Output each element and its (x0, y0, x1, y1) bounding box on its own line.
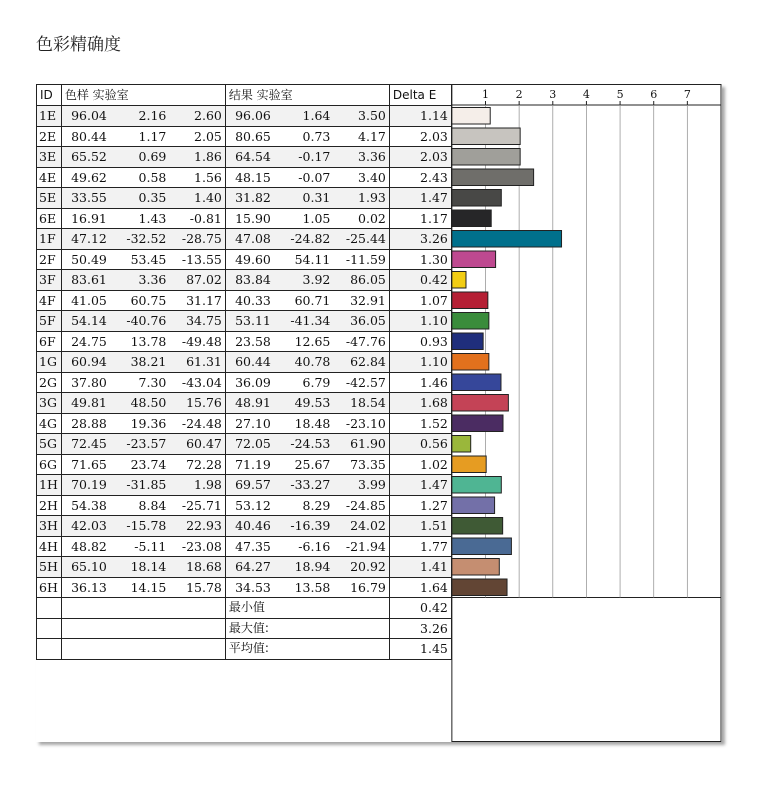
row-delta: 1.30 (389, 249, 451, 270)
delta-e-bar (452, 395, 509, 412)
chart-tick-label: 1 (482, 88, 490, 101)
summary-value: 3.26 (389, 618, 451, 639)
result-value: 0.02 (358, 210, 386, 226)
row-id: 4E (37, 167, 62, 188)
sample-value: -43.04 (181, 374, 222, 390)
result-value: 24.02 (350, 518, 386, 534)
result-value: 36.09 (235, 374, 271, 390)
row-id: 2G (37, 372, 62, 393)
sample-value: 60.75 (130, 292, 167, 308)
result-value: 0.73 (302, 128, 331, 144)
result-value: -24.82 (290, 231, 331, 247)
result-value: 3.50 (358, 108, 386, 124)
result-value: 3.92 (302, 272, 331, 288)
result-value: 40.78 (294, 354, 331, 370)
row-id: 4H (37, 536, 62, 557)
result-value: -41.34 (290, 313, 331, 329)
row-id: 5G (37, 434, 62, 455)
sample-value: 3.36 (138, 272, 167, 288)
result-value: -16.39 (290, 518, 331, 534)
result-value: 3.99 (358, 477, 386, 493)
delta-e-bar (452, 456, 486, 473)
result-value: 71.19 (235, 456, 271, 472)
result-value: 60.44 (235, 354, 271, 370)
sample-value: 49.81 (71, 395, 107, 411)
header-result: 结果 实验室 (225, 85, 389, 106)
color-accuracy-report (36, 84, 722, 742)
row-delta: 1.68 (389, 393, 451, 414)
delta-e-bar (452, 374, 501, 391)
header-delta: Delta E (389, 85, 451, 106)
sample-value: -40.76 (126, 313, 167, 329)
result-value: -11.59 (345, 251, 386, 267)
row-delta: 1.46 (389, 372, 451, 393)
result-value: 31.82 (235, 190, 271, 206)
row-id: 5H (37, 557, 62, 578)
sample-value: -25.71 (181, 497, 222, 513)
result-value: -42.57 (345, 374, 386, 390)
row-delta: 1.41 (389, 557, 451, 578)
delta-e-bar (452, 436, 471, 453)
result-value: 80.65 (235, 128, 271, 144)
sample-value: 53.45 (130, 251, 167, 267)
result-value: 36.05 (350, 313, 386, 329)
sample-value: 14.15 (130, 579, 167, 595)
sample-value: 34.75 (186, 313, 222, 329)
row-id: 4F (37, 290, 62, 311)
sample-value: 15.76 (186, 395, 222, 411)
summary-label: 最大值: (225, 618, 389, 639)
sample-value: 0.58 (138, 169, 167, 185)
sample-value: 33.55 (71, 190, 107, 206)
result-value: 3.40 (358, 169, 386, 185)
result-value: 8.29 (302, 497, 331, 513)
sample-value: 37.80 (71, 374, 107, 390)
sample-value: 0.69 (138, 149, 167, 165)
row-id: 5E (37, 188, 62, 209)
chart-tick-label: 4 (582, 88, 590, 101)
sample-value: 54.38 (71, 497, 107, 513)
sample-value: -5.11 (134, 538, 167, 554)
row-id: 1E (37, 106, 62, 127)
sample-value: 36.13 (71, 579, 107, 595)
chart-tick-label: 6 (650, 88, 658, 101)
sample-value: 1.17 (138, 128, 167, 144)
sample-value: 24.75 (71, 333, 107, 349)
result-value: 47.08 (235, 231, 271, 247)
sample-value: 18.14 (130, 559, 167, 575)
row-id: 2F (37, 249, 62, 270)
sample-value: 7.30 (138, 374, 167, 390)
result-value: 96.06 (235, 108, 271, 124)
row-id: 6H (37, 577, 62, 598)
result-value: -23.10 (345, 415, 386, 431)
row-id: 1H (37, 475, 62, 496)
result-value: 0.31 (302, 190, 331, 206)
delta-e-bar (452, 108, 490, 125)
row-delta: 1.10 (389, 352, 451, 373)
sample-value: 8.84 (138, 497, 167, 513)
result-value: 64.54 (235, 149, 271, 165)
row-id: 6F (37, 331, 62, 352)
result-value: 18.48 (294, 415, 331, 431)
result-value: 69.57 (235, 477, 271, 493)
result-value: 15.90 (235, 210, 271, 226)
sample-value: 0.35 (138, 190, 167, 206)
row-delta: 1.64 (389, 577, 451, 598)
delta-e-bar (452, 333, 483, 350)
sample-value: 41.05 (71, 292, 107, 308)
sample-value: 16.91 (71, 210, 107, 226)
chart-tick-label: 5 (616, 88, 624, 101)
result-value: 83.84 (235, 272, 271, 288)
delta-e-bar (452, 169, 534, 186)
row-delta: 0.56 (389, 434, 451, 455)
sample-value: 48.50 (130, 395, 167, 411)
sample-value: 18.68 (186, 559, 222, 575)
sample-value: 87.02 (186, 272, 222, 288)
sample-value: 47.12 (71, 231, 107, 247)
delta-e-bar (452, 128, 520, 145)
sample-value: 2.16 (138, 108, 167, 124)
result-value: 49.60 (235, 251, 271, 267)
result-value: -33.27 (290, 477, 331, 493)
row-id: 3H (37, 516, 62, 537)
result-value: 13.58 (294, 579, 331, 595)
sample-value: 28.88 (71, 415, 107, 431)
result-value: 16.79 (350, 579, 386, 595)
delta-e-bar (452, 231, 562, 248)
result-value: 53.11 (235, 313, 271, 329)
delta-e-bar (452, 272, 466, 289)
result-value: 23.58 (235, 333, 271, 349)
row-id: 1G (37, 352, 62, 373)
row-id: 3F (37, 270, 62, 291)
delta-e-bar (452, 210, 491, 227)
chart-tick-label: 3 (549, 88, 557, 101)
delta-e-bar (452, 538, 512, 555)
sample-value: 70.19 (71, 477, 107, 493)
sample-value: 1.86 (194, 149, 222, 165)
result-value: 73.35 (350, 456, 386, 472)
chart-tick-label: 7 (683, 88, 691, 101)
delta-e-bar (452, 477, 501, 494)
result-value: -0.07 (298, 169, 331, 185)
row-delta: 1.47 (389, 188, 451, 209)
delta-e-bar (452, 190, 501, 207)
result-value: 48.15 (235, 169, 271, 185)
sample-value: 65.52 (71, 149, 107, 165)
sample-value: 50.49 (71, 251, 107, 267)
delta-e-bar (452, 292, 488, 309)
sample-value: -31.85 (126, 477, 167, 493)
delta-e-bar (452, 149, 520, 166)
row-id: 1F (37, 229, 62, 250)
header-id: ID (37, 85, 62, 106)
result-value: 40.33 (235, 292, 271, 308)
sample-value: 60.94 (71, 354, 107, 370)
row-id: 4G (37, 413, 62, 434)
sample-value: 96.04 (71, 108, 107, 124)
delta-e-bar (452, 579, 507, 596)
result-value: 53.12 (235, 497, 271, 513)
result-value: 49.53 (294, 395, 331, 411)
result-value: 1.64 (302, 108, 331, 124)
summary-label: 平均值: (225, 639, 389, 660)
sample-value: 48.82 (71, 538, 107, 554)
row-id: 6G (37, 454, 62, 475)
result-value: -25.44 (345, 231, 386, 247)
delta-e-bar (452, 415, 503, 432)
result-value: 1.93 (358, 190, 386, 206)
row-id: 5F (37, 311, 62, 332)
sample-value: 31.17 (186, 292, 222, 308)
sample-value: 61.31 (186, 354, 222, 370)
sample-value: 38.21 (130, 354, 167, 370)
row-delta: 0.93 (389, 331, 451, 352)
row-delta: 1.10 (389, 311, 451, 332)
sample-value: 65.10 (71, 559, 107, 575)
summary-value: 0.42 (389, 598, 451, 619)
sample-value: 72.28 (186, 456, 222, 472)
sample-value: 72.45 (71, 436, 107, 452)
result-value: -24.53 (290, 436, 331, 452)
result-value: 27.10 (235, 415, 271, 431)
row-id: 3E (37, 147, 62, 168)
row-delta: 1.77 (389, 536, 451, 557)
result-value: 34.53 (235, 579, 271, 595)
row-delta: 0.42 (389, 270, 451, 291)
sample-value: 22.93 (186, 518, 222, 534)
chart-tick-label: 2 (515, 88, 523, 101)
result-value: 18.94 (294, 559, 331, 575)
sample-value: 80.44 (71, 128, 107, 144)
result-value: 62.84 (350, 354, 386, 370)
sample-value: -13.55 (181, 251, 222, 267)
summary-label: 最小值 (225, 598, 389, 619)
row-id: 2H (37, 495, 62, 516)
delta-e-bar (452, 313, 489, 330)
sample-value: -28.75 (181, 231, 222, 247)
sample-value: 19.36 (130, 415, 167, 431)
sample-value: 1.40 (194, 190, 222, 206)
result-value: -47.76 (345, 333, 386, 349)
row-delta: 1.02 (389, 454, 451, 475)
sample-value: 83.61 (71, 272, 107, 288)
sample-value: -49.48 (181, 333, 222, 349)
row-delta: 1.07 (389, 290, 451, 311)
delta-e-bar (452, 497, 495, 514)
sample-value: 1.56 (194, 169, 222, 185)
sample-value: 71.65 (71, 456, 107, 472)
result-value: -24.85 (345, 497, 386, 513)
row-id: 3G (37, 393, 62, 414)
delta-e-bar (452, 518, 503, 535)
result-value: 54.11 (294, 251, 331, 267)
sample-value: 1.98 (194, 477, 222, 493)
result-value: 4.17 (358, 128, 386, 144)
result-value: 1.05 (302, 210, 331, 226)
delta-e-bar-chart (36, 84, 722, 742)
row-id: 6E (37, 208, 62, 229)
row-id: 2E (37, 126, 62, 147)
result-value: 72.05 (235, 436, 271, 452)
result-value: -0.17 (298, 149, 331, 165)
result-value: 86.05 (350, 272, 386, 288)
sample-value: 23.74 (130, 456, 167, 472)
header-sample: 色样 实验室 (61, 85, 225, 106)
result-value: 32.91 (350, 292, 386, 308)
result-value: 60.71 (294, 292, 331, 308)
result-value: 40.46 (235, 518, 271, 534)
sample-value: -23.57 (126, 436, 167, 452)
delta-e-bar (452, 251, 496, 268)
sample-value: 54.14 (71, 313, 107, 329)
sample-value: 13.78 (130, 333, 167, 349)
row-delta: 1.51 (389, 516, 451, 537)
result-value: 12.65 (294, 333, 331, 349)
sample-value: 15.78 (186, 579, 222, 595)
sample-value: 49.62 (71, 169, 107, 185)
row-delta: 3.26 (389, 229, 451, 250)
sample-value: 60.47 (186, 436, 222, 452)
result-value: 47.35 (235, 538, 271, 554)
result-value: 6.79 (302, 374, 331, 390)
summary-value: 1.45 (389, 639, 451, 660)
row-delta: 1.14 (389, 106, 451, 127)
delta-e-bar (452, 559, 499, 576)
row-delta: 2.03 (389, 126, 451, 147)
sample-value: -15.78 (126, 518, 167, 534)
result-value: 48.91 (235, 395, 271, 411)
result-value: 20.92 (350, 559, 386, 575)
delta-e-bar (452, 354, 489, 371)
sample-value: -0.81 (189, 210, 222, 226)
sample-value: -23.08 (181, 538, 222, 554)
result-value: 25.67 (294, 456, 331, 472)
result-value: 64.27 (235, 559, 271, 575)
page-title: 色彩精确度 (36, 35, 121, 55)
sample-value: 2.05 (194, 128, 222, 144)
sample-value: 42.03 (71, 518, 107, 534)
sample-value: 2.60 (194, 108, 222, 124)
sample-value: -24.48 (181, 415, 222, 431)
sample-value: 1.43 (138, 210, 167, 226)
row-delta: 1.52 (389, 413, 451, 434)
result-value: 18.54 (350, 395, 386, 411)
result-value: -21.94 (345, 538, 386, 554)
result-value: 61.90 (350, 436, 386, 452)
result-value: -6.16 (298, 538, 331, 554)
row-delta: 1.17 (389, 208, 451, 229)
result-value: 3.36 (358, 149, 386, 165)
row-delta: 1.27 (389, 495, 451, 516)
sample-value: -32.52 (126, 231, 167, 247)
row-delta: 2.43 (389, 167, 451, 188)
row-delta: 2.03 (389, 147, 451, 168)
row-delta: 1.47 (389, 475, 451, 496)
